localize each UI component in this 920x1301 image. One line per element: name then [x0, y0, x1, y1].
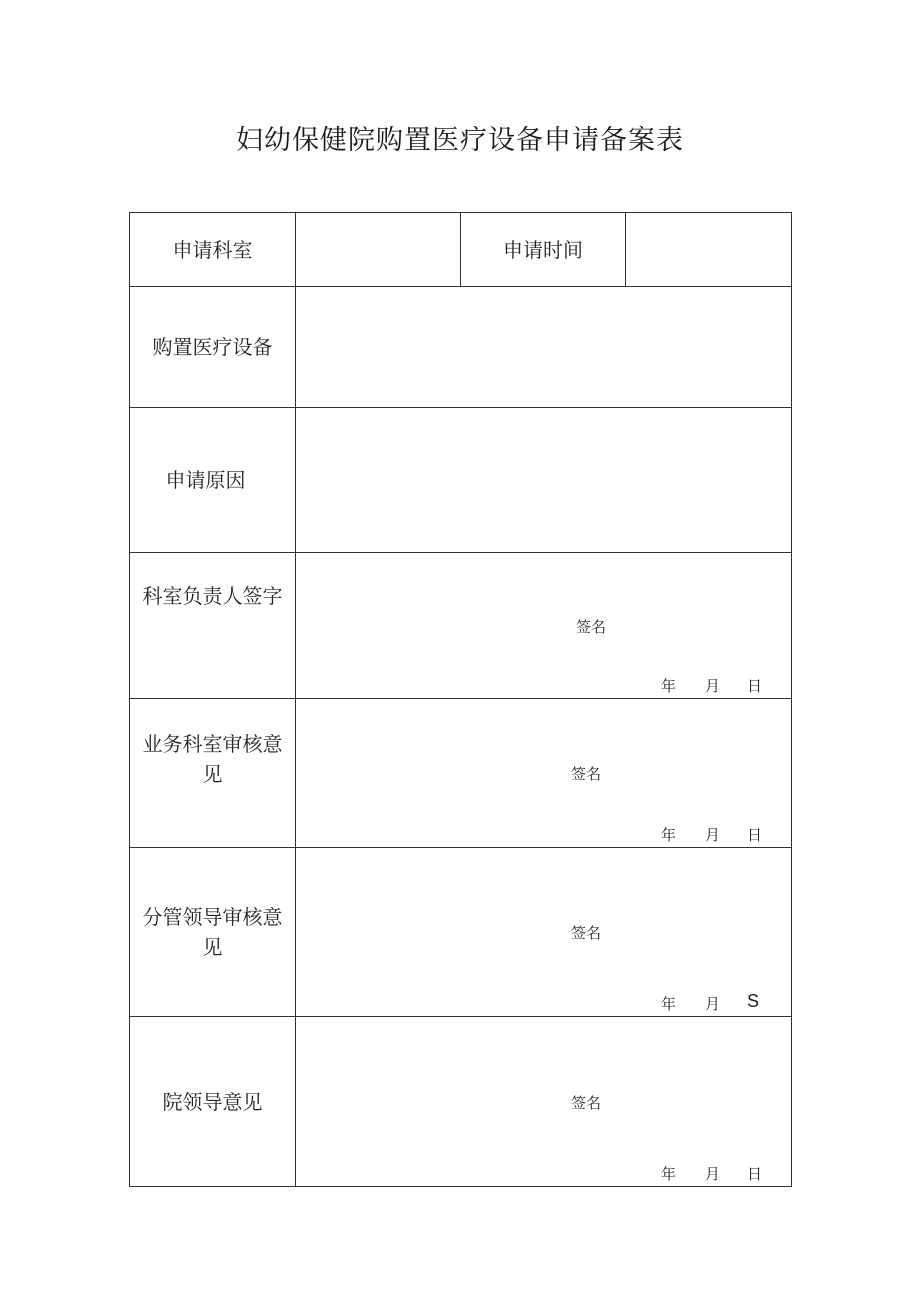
application-form-table: [129, 212, 792, 1187]
row-business-review: [130, 699, 792, 848]
date-month: 月: [705, 677, 721, 695]
supervisor-review-sign-label: 签名: [571, 924, 602, 942]
date-day: 日: [747, 1165, 763, 1183]
date-day: S: [747, 991, 760, 1011]
dept-head-sign-label: 签名: [576, 618, 607, 636]
date-year: 年: [661, 826, 677, 844]
reason-label: 申请原因: [130, 408, 296, 553]
form-title: 妇幼保健院购置医疗设备申请备案表: [236, 125, 684, 156]
row-dept-head: [130, 553, 792, 699]
supervisor-review-field[interactable]: [296, 848, 792, 1017]
apply-time-label: 申请时间: [461, 213, 626, 287]
date-year: 年: [661, 1165, 677, 1183]
date-year: 年: [661, 995, 677, 1013]
date-month: 月: [705, 995, 721, 1013]
reason-field[interactable]: [296, 408, 792, 553]
date-year: 年: [661, 677, 677, 695]
row-director-opinion: [130, 1017, 792, 1187]
department-field[interactable]: [296, 213, 461, 287]
dept-head-field[interactable]: [296, 553, 792, 699]
dept-head-date: [661, 675, 761, 696]
director-opinion-sign-label: 签名: [571, 1094, 602, 1112]
date-day: 日: [747, 826, 763, 844]
row-department-time: [130, 213, 792, 287]
business-review-label: 业务科室审核意见: [130, 699, 296, 848]
equipment-label: 购置医疗设备: [130, 287, 296, 408]
apply-time-field[interactable]: [626, 213, 792, 287]
department-label: 申请科室: [130, 213, 296, 287]
business-review-field[interactable]: [296, 699, 792, 848]
equipment-field[interactable]: [296, 287, 792, 408]
date-month: 月: [705, 1165, 721, 1183]
date-month: 月: [705, 826, 721, 844]
supervisor-review-date: [661, 993, 761, 1014]
dept-head-label: 科室负责人签字: [130, 553, 296, 699]
row-supervisor-review: [130, 848, 792, 1017]
row-equipment: [130, 287, 792, 408]
date-day: 日: [747, 677, 763, 695]
business-review-date: [661, 824, 761, 845]
row-reason: [130, 408, 792, 553]
supervisor-review-label: 分管领导审核意见: [130, 848, 296, 1017]
director-opinion-date: [661, 1163, 761, 1184]
director-opinion-field[interactable]: [296, 1017, 792, 1187]
director-opinion-label: 院领导意见: [130, 1017, 296, 1187]
business-review-sign-label: 签名: [571, 765, 602, 783]
